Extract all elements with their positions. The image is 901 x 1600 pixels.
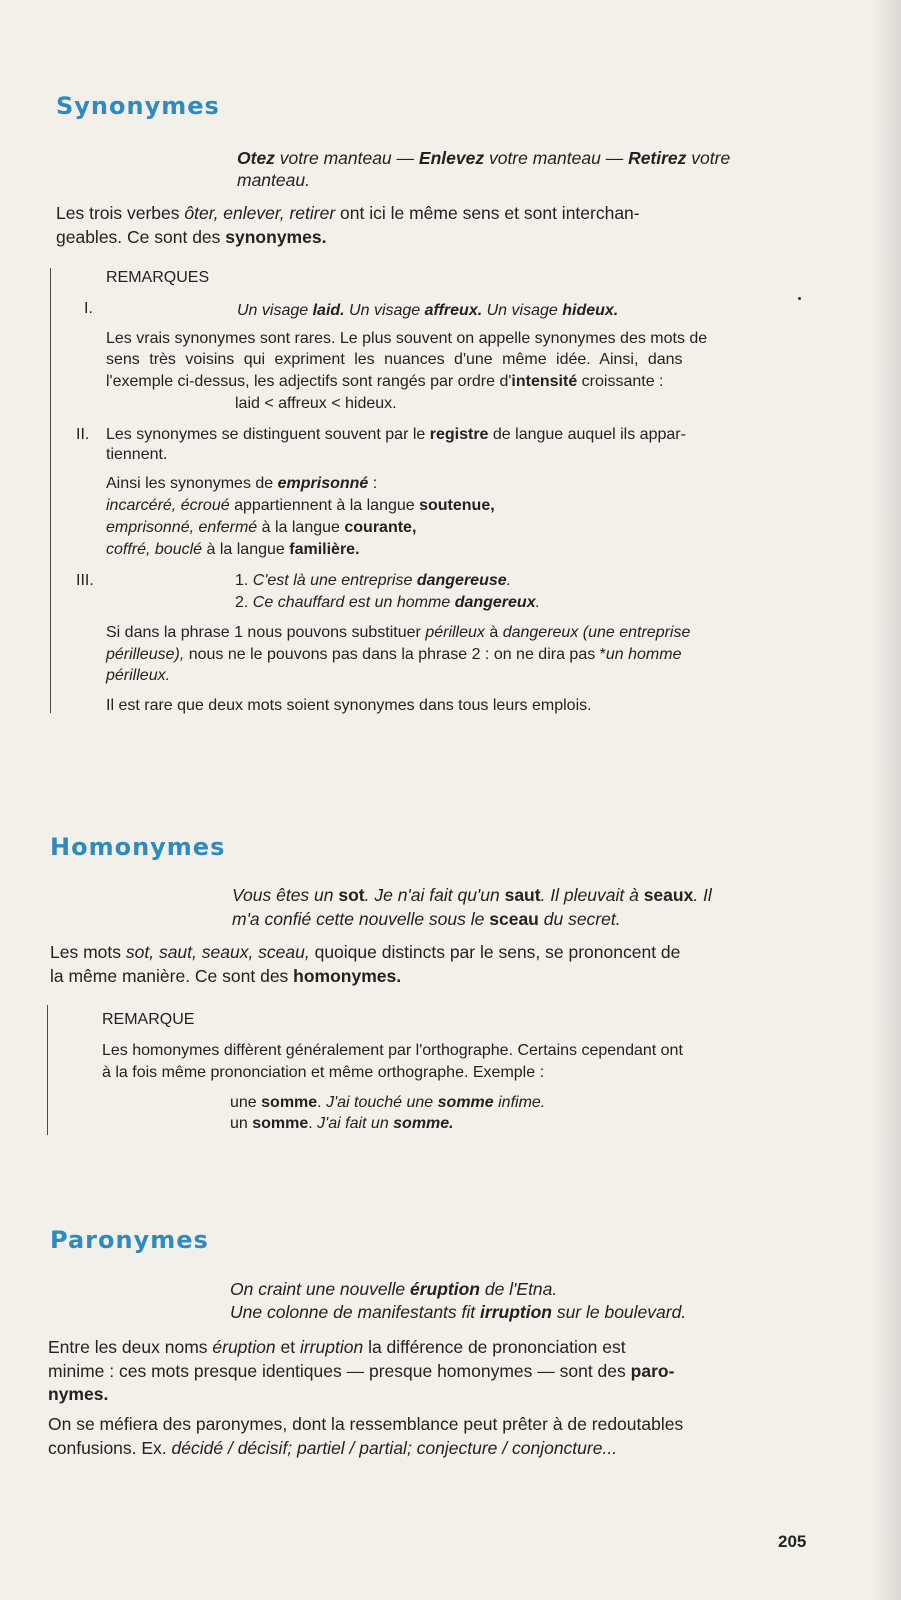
text: à la langue bbox=[257, 519, 345, 536]
text: geables. Ce sont des bbox=[56, 227, 226, 247]
remarque-3-example-1 bbox=[235, 572, 511, 590]
text: Un visage bbox=[344, 302, 425, 319]
text: quoique distincts par le sens, se prononcent de bbox=[309, 942, 681, 962]
text: ôter, enlever, retirer bbox=[184, 203, 336, 223]
remarque-number-1: I. bbox=[84, 300, 93, 317]
text: de langue auquel ils appar- bbox=[488, 426, 686, 443]
text: confusions. Ex. bbox=[48, 1438, 172, 1458]
text: laid. bbox=[312, 302, 345, 319]
section-title-synonymes: Synonymes bbox=[56, 92, 220, 120]
remarque-2-line-1 bbox=[106, 426, 686, 444]
text: à bbox=[484, 624, 503, 641]
text: une bbox=[230, 1094, 262, 1111]
text: Vous êtes un bbox=[232, 885, 339, 905]
remarques-label: REMARQUES bbox=[106, 269, 210, 286]
homonymes-example-line-1 bbox=[232, 885, 712, 906]
text: croissante : bbox=[577, 373, 664, 390]
remarque-number-2: II. bbox=[76, 426, 90, 443]
example-verb: Otez bbox=[237, 148, 275, 168]
text: décidé / décisif; partiel / partial; conjecture / conjoncture... bbox=[171, 1438, 618, 1458]
text: m'a confié cette nouvelle sous le bbox=[232, 909, 490, 929]
homonymes-paragraph-line-2 bbox=[50, 966, 401, 987]
text: 1. bbox=[235, 572, 253, 589]
text: périlleuse), bbox=[106, 646, 185, 663]
text: irruption bbox=[299, 1337, 364, 1357]
section-title-homonymes: Homonymes bbox=[50, 833, 226, 861]
remarque-2-line-5 bbox=[106, 519, 416, 537]
text: . Je n'ai fait qu'un bbox=[364, 885, 505, 905]
text: intensité bbox=[511, 373, 578, 390]
term-synonymes: synonymes. bbox=[225, 227, 327, 247]
text: Une colonne de manifestants fit bbox=[230, 1302, 481, 1322]
paronymes-paragraph-line-4: On se méfiera des paronymes, dont la ressemblance peut prêter à de redoutables bbox=[48, 1414, 684, 1434]
text: emprisonné, enfermé bbox=[106, 519, 258, 536]
text: Les trois verbes bbox=[56, 203, 185, 223]
text: somme bbox=[261, 1094, 318, 1111]
example-text: votre manteau — bbox=[484, 148, 629, 168]
text: seaux bbox=[643, 885, 694, 905]
text: incarcéré, écroué bbox=[106, 497, 230, 514]
remarque-2-line-4 bbox=[106, 497, 495, 515]
homonymes-remarque-line-1: Les homonymes diffèrent généralement par l'orthographe. Certains cependant ont bbox=[102, 1042, 683, 1059]
example-verb: Enlevez bbox=[418, 148, 485, 168]
text: Entre les deux noms bbox=[48, 1337, 213, 1357]
homonymes-example-line-2 bbox=[232, 909, 621, 930]
text: C'est là une entreprise bbox=[252, 572, 417, 589]
text: affreux. bbox=[424, 302, 483, 319]
text: du secret. bbox=[538, 909, 621, 929]
text: . bbox=[317, 1094, 327, 1111]
text: éruption bbox=[212, 1337, 276, 1357]
text: Les synonymes se distinguent souvent par le bbox=[106, 426, 430, 443]
text: sot, saut, seaux, sceau, bbox=[125, 942, 310, 962]
remarque-margin-rule bbox=[47, 1005, 48, 1135]
remarque-3-line-1 bbox=[106, 624, 690, 642]
synonymes-example-line-1 bbox=[237, 148, 730, 169]
text: dangereuse bbox=[416, 572, 507, 589]
text: Ainsi les synonymes de bbox=[106, 475, 278, 492]
text: un homme bbox=[605, 646, 682, 663]
text: somme bbox=[437, 1094, 494, 1111]
text: la différence de prononciation est bbox=[363, 1337, 626, 1357]
remarque-1-line-1: Les vrais synonymes sont rares. Le plus souvent on appelle synonymes des mots de bbox=[106, 330, 708, 347]
text: Si dans la phrase 1 nous pouvons substituer bbox=[106, 624, 426, 641]
text: Ce chauffard est un homme bbox=[252, 594, 455, 611]
remarque-2-line-2: tiennent. bbox=[106, 446, 168, 463]
text: emprisonné bbox=[277, 475, 369, 492]
remarque-1-line-4: laid < affreux < hideux. bbox=[235, 395, 397, 412]
speck bbox=[798, 297, 801, 300]
text: : bbox=[368, 475, 378, 492]
remarque-label: REMARQUE bbox=[102, 1011, 195, 1028]
paronymes-paragraph-line-5 bbox=[48, 1438, 617, 1459]
text: nous ne le pouvons pas dans la phrase 2 : on ne dira pas * bbox=[184, 646, 606, 663]
text: somme bbox=[252, 1115, 309, 1132]
remarque-1-line-2: sens très voisins qui expriment les nuances d'une même idée. Ainsi, dans bbox=[106, 351, 683, 368]
text: périlleux bbox=[425, 624, 485, 641]
text: ont ici le même sens et sont interchan- bbox=[335, 203, 640, 223]
paronymes-paragraph-line-3: nymes. bbox=[48, 1384, 109, 1404]
example-text: votre bbox=[686, 148, 731, 168]
synonymes-example-line-2: manteau. bbox=[237, 170, 310, 190]
remarque-3-line-4: Il est rare que deux mots soient synonymes dans tous leurs emplois. bbox=[106, 697, 592, 714]
text: dangereux (une entreprise bbox=[502, 624, 691, 641]
text: registre bbox=[429, 426, 489, 443]
text: . bbox=[506, 572, 512, 589]
text: l'exemple ci-dessus, les adjectifs sont rangés par ordre d' bbox=[106, 373, 512, 390]
page-number: 205 bbox=[778, 1532, 807, 1551]
text: hideux. bbox=[562, 302, 619, 319]
homonymes-paragraph-line-1 bbox=[50, 942, 680, 963]
homonymes-remarque-example-1 bbox=[230, 1094, 545, 1112]
text: saut bbox=[504, 885, 541, 905]
text: sceau bbox=[489, 909, 539, 929]
text: Les mots bbox=[50, 942, 126, 962]
remarque-1-example bbox=[237, 302, 618, 320]
text: irruption bbox=[480, 1302, 552, 1322]
remarque-1-line-3 bbox=[106, 373, 663, 391]
text: la même manière. Ce sont des bbox=[50, 966, 294, 986]
text: somme. bbox=[393, 1115, 454, 1132]
example-verb: Retirez bbox=[628, 148, 687, 168]
text: à la langue bbox=[202, 541, 290, 558]
text: J'ai fait un bbox=[317, 1115, 394, 1132]
text: infime. bbox=[493, 1094, 546, 1111]
text: sur le boulevard. bbox=[551, 1302, 687, 1322]
text: paro- bbox=[630, 1361, 675, 1381]
text: . bbox=[308, 1115, 318, 1132]
remarque-2-line-3 bbox=[106, 475, 377, 493]
text: 2. bbox=[235, 594, 253, 611]
text: Un visage bbox=[237, 302, 313, 319]
text: sot bbox=[338, 885, 365, 905]
text: . Il bbox=[693, 885, 712, 905]
homonymes-remarque-example-2 bbox=[230, 1115, 454, 1133]
text: On craint une nouvelle bbox=[230, 1279, 410, 1299]
synonymes-paragraph-line-1 bbox=[56, 203, 640, 224]
paronymes-example-line-2 bbox=[230, 1302, 686, 1323]
text: un bbox=[230, 1115, 253, 1132]
text: familière. bbox=[289, 541, 360, 558]
text: appartiennent à la langue bbox=[229, 497, 420, 514]
text: Un visage bbox=[482, 302, 563, 319]
section-title-paronymes: Paronymes bbox=[50, 1226, 209, 1254]
remarque-2-line-6 bbox=[106, 541, 360, 559]
remarque-number-3: III. bbox=[76, 572, 94, 589]
example-text: votre manteau — bbox=[274, 148, 419, 168]
text: courante, bbox=[344, 519, 417, 536]
paronymes-paragraph-line-1 bbox=[48, 1337, 626, 1358]
text: de l'Etna. bbox=[479, 1279, 558, 1299]
text: coffré, bouclé bbox=[106, 541, 203, 558]
text: homonymes. bbox=[293, 966, 402, 986]
text: J'ai touché une bbox=[326, 1094, 438, 1111]
text: éruption bbox=[409, 1279, 480, 1299]
remarque-3-example-2 bbox=[235, 594, 540, 612]
text: minime : ces mots presque identiques — presque homonymes — sont des bbox=[48, 1361, 631, 1381]
text: . bbox=[535, 594, 541, 611]
page-binding-shadow bbox=[871, 0, 901, 1600]
text: et bbox=[275, 1337, 300, 1357]
remarque-3-line-2 bbox=[106, 646, 681, 664]
synonymes-paragraph-line-2 bbox=[56, 227, 326, 248]
paronymes-paragraph-line-2 bbox=[48, 1361, 674, 1382]
text: . Il pleuvait à bbox=[540, 885, 644, 905]
text: soutenue, bbox=[419, 497, 495, 514]
remarque-3-line-3: périlleux. bbox=[106, 667, 171, 684]
paronymes-example-line-1 bbox=[230, 1279, 557, 1300]
homonymes-remarque-line-2: à la fois même prononciation et même orthographe. Exemple : bbox=[102, 1064, 545, 1081]
text: dangereux bbox=[454, 594, 536, 611]
remarques-margin-rule bbox=[50, 268, 51, 713]
